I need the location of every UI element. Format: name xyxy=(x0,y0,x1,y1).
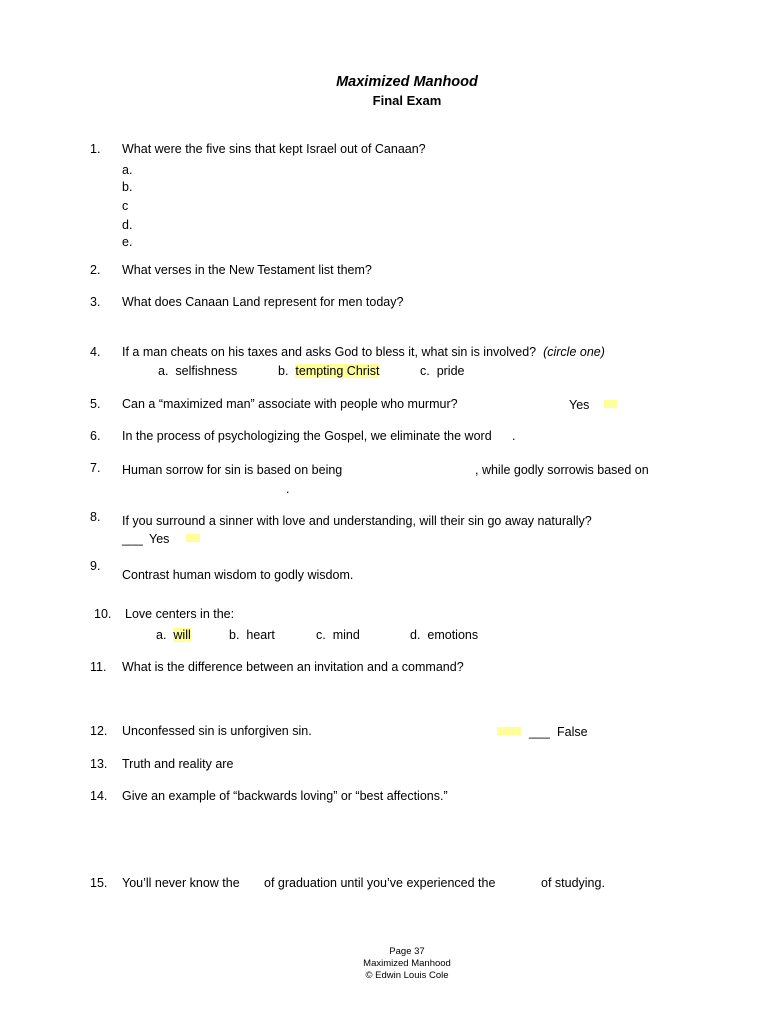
question-15-text-c: of studying. xyxy=(541,876,605,890)
question-5-highlight-mark xyxy=(604,400,617,408)
choice-label: pride xyxy=(436,364,465,378)
question-9-text: Contrast human wisdom to godly wisdom. xyxy=(122,568,354,582)
question-15-text: You’ll never know the xyxy=(122,876,240,890)
question-14-text: Give an example of “backwards loving” or “best affections.” xyxy=(122,789,448,803)
choice-letter: b. xyxy=(229,628,240,642)
question-4-note: (circle one) xyxy=(543,345,605,359)
footer-copyright: © Edwin Louis Cole xyxy=(365,970,449,981)
question-11-text: What is the difference between an invitation and a command? xyxy=(122,660,464,674)
question-7-text-b: , while godly sorrowis based on xyxy=(475,463,649,477)
question-6-number: 6. xyxy=(90,429,101,443)
question-12-highlight-mark xyxy=(497,727,521,735)
question-1-option-a: a. xyxy=(122,163,133,177)
question-4-choice-b[interactable] xyxy=(278,365,379,378)
question-3-number: 3. xyxy=(90,295,101,309)
question-6-period: . xyxy=(512,429,516,443)
question-10-choice-a[interactable] xyxy=(156,629,191,642)
question-12-text: Unconfessed sin is unforgiven sin. xyxy=(122,724,312,738)
question-5-text: Can a “maximized man” associate with people who murmur? xyxy=(122,397,458,411)
question-10-text: Love centers in the: xyxy=(125,607,235,621)
question-8-text: If you surround a sinner with love and understanding, will their sin go away naturally? xyxy=(122,514,592,528)
question-8-blank[interactable]: ___ xyxy=(122,532,143,546)
choice-letter: c. xyxy=(420,364,430,378)
question-8-highlight-mark xyxy=(186,534,200,542)
question-6-text: In the process of psychologizing the Gospel, we eliminate the word xyxy=(122,429,492,443)
choice-label: heart xyxy=(246,628,275,642)
question-15-number: 15. xyxy=(90,876,108,890)
choice-letter: a. xyxy=(158,364,169,378)
question-8-number: 8. xyxy=(90,510,101,524)
choice-letter: c. xyxy=(316,628,326,642)
choice-letter: d. xyxy=(410,628,421,642)
question-12-blank[interactable]: ___ xyxy=(529,725,550,739)
question-1-option-b: b. xyxy=(122,180,133,194)
question-14-number: 14. xyxy=(90,789,108,803)
choice-label: emotions xyxy=(427,628,479,642)
question-4-choice-c[interactable] xyxy=(420,365,464,378)
question-4-text xyxy=(122,346,605,359)
footer-page-number: Page 37 xyxy=(389,946,425,957)
footer-book-title: Maximized Manhood xyxy=(363,958,451,969)
question-3-text: What does Canaan Land represent for men today? xyxy=(122,295,404,309)
question-4-question: If a man cheats on his taxes and asks God to bless it, what sin is involved? xyxy=(122,345,537,359)
question-1-option-d: d. xyxy=(122,218,133,232)
page-title: Maximized Manhood xyxy=(336,74,478,90)
question-2-number: 2. xyxy=(90,263,101,277)
question-7-period: . xyxy=(286,482,290,496)
question-10-number: 10. xyxy=(94,607,112,621)
question-7-number: 7. xyxy=(90,461,101,475)
question-13-number: 13. xyxy=(90,757,108,771)
question-1-number: 1. xyxy=(90,142,101,156)
question-13-text: Truth and reality are xyxy=(122,757,234,771)
choice-label: selfishness xyxy=(175,364,238,378)
question-10-choice-b[interactable] xyxy=(229,629,275,642)
question-1-option-c: c xyxy=(122,199,129,213)
question-12-answer-false[interactable]: False xyxy=(557,725,588,739)
question-11-number: 11. xyxy=(90,660,107,674)
question-5-answer-yes[interactable]: Yes xyxy=(569,398,590,412)
question-5-number: 5. xyxy=(90,397,101,411)
question-15-text-b: of graduation until you’ve experienced the xyxy=(264,876,496,890)
question-7-text: Human sorrow for sin is based on being xyxy=(122,463,343,477)
question-10-choice-c[interactable] xyxy=(316,629,360,642)
question-9-number: 9. xyxy=(90,559,101,573)
question-1-option-e: e. xyxy=(122,235,133,249)
choice-label-highlighted: tempting Christ xyxy=(295,364,380,378)
question-2-text: What verses in the New Testament list them? xyxy=(122,263,372,277)
choice-letter: b. xyxy=(278,364,289,378)
question-8-answer-yes[interactable]: Yes xyxy=(149,532,170,546)
question-4-number: 4. xyxy=(90,345,101,359)
page-subtitle: Final Exam xyxy=(372,93,442,108)
choice-label: mind xyxy=(332,628,360,642)
question-12-number: 12. xyxy=(90,724,108,738)
choice-letter: a. xyxy=(156,628,167,642)
question-4-choice-a[interactable] xyxy=(158,365,237,378)
question-10-choice-d[interactable] xyxy=(410,629,478,642)
choice-label-highlighted: will xyxy=(173,628,191,642)
question-1-text: What were the five sins that kept Israel out of Canaan? xyxy=(122,142,426,156)
